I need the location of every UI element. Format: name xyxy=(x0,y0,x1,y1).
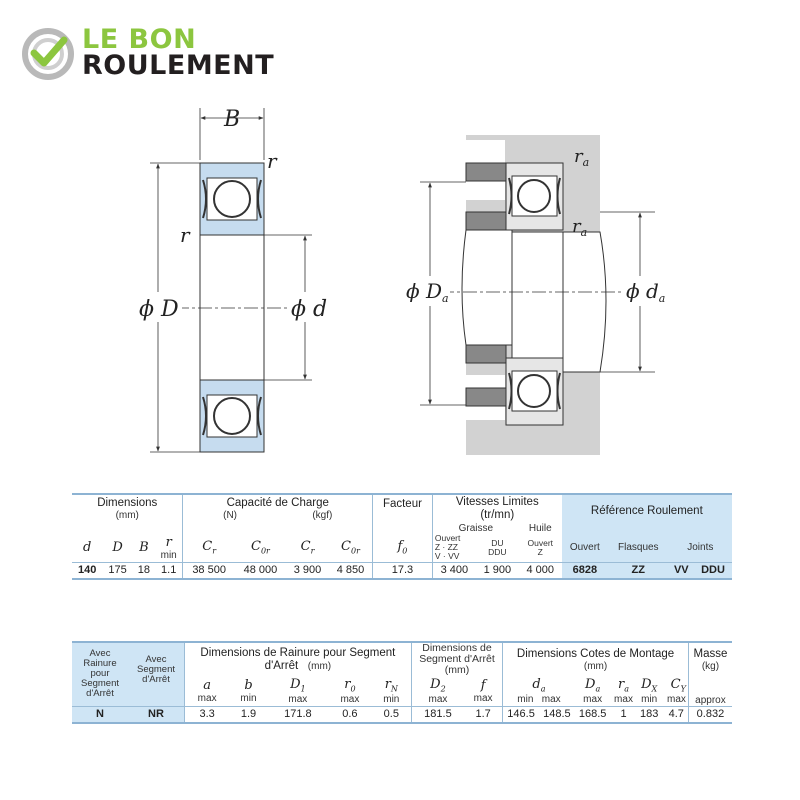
sym-a: a max xyxy=(185,676,230,706)
mounting-section-right xyxy=(420,135,655,455)
cell-d: 140 xyxy=(72,562,102,579)
masse-header: Masse (kg) xyxy=(688,642,732,676)
cell-DX: 183 xyxy=(636,706,661,723)
sym-DX: $D_X$ min xyxy=(641,676,658,705)
montage-header: Dimensions Cotes de Montage (mm) xyxy=(503,642,689,676)
cell-r0: 0.6 xyxy=(328,706,372,723)
dim-phid-label: ϕ d xyxy=(291,297,328,322)
cell-da-min: 146.5 xyxy=(503,706,539,723)
sym-B: B xyxy=(139,540,149,556)
oil-label: Ouvert Z xyxy=(527,537,554,557)
brand-line1: LE BON xyxy=(82,24,197,55)
reference-header: Référence Roulement xyxy=(562,494,732,534)
table-row xyxy=(72,562,732,579)
dim-B-label: B xyxy=(224,107,241,132)
cell-rN: 0.5 xyxy=(372,706,412,723)
cell-b: 1.9 xyxy=(229,706,267,723)
cell-ref-open: 6828 xyxy=(562,562,608,579)
cell-oil: 4 000 xyxy=(519,562,562,579)
cell-C0r: 48 000 xyxy=(235,562,286,579)
cell-ref-zz: ZZ xyxy=(608,562,669,579)
grease-open-label: Ouvert Z · ZZ V · VV xyxy=(432,534,476,562)
sym-f0: $f_0$ xyxy=(373,534,433,562)
sym-Cr: $C_r$ xyxy=(183,534,235,562)
avec-rainure-header: Avec Rainure pour Segment d'Arrêt xyxy=(72,642,128,706)
huile-label: Huile xyxy=(528,523,552,534)
sym-f: f max xyxy=(473,677,493,704)
cell-D1: 171.8 xyxy=(268,706,328,723)
sym-C0r-kgf: $C_{0r}$ xyxy=(341,539,360,557)
cell-N: N xyxy=(72,706,128,723)
dim-ra-top-label: $r_a$ xyxy=(574,146,590,169)
bearing-spec-table xyxy=(72,493,732,580)
dim-phiD-label: ϕ D xyxy=(139,297,179,322)
cell-f: 1.7 xyxy=(464,706,503,723)
sym-D2: $D_2$ max xyxy=(411,676,464,706)
graisse-label: Graisse xyxy=(432,523,518,534)
brand-line2: ROULEMENT xyxy=(82,50,275,81)
sym-ra: $r_a$ max xyxy=(614,676,633,705)
dim-ra-mid-label: $r_a$ xyxy=(572,216,588,239)
cell-Cr: 38 500 xyxy=(183,562,235,579)
cell-B: 18 xyxy=(133,562,155,579)
cell-r: 1.1 xyxy=(155,562,183,579)
cell-a: 3.3 xyxy=(185,706,230,723)
cell-D2: 181.5 xyxy=(411,706,464,723)
cell-da-max: 148.5 xyxy=(539,706,575,723)
dim-phida-label: ϕ $d_a$ xyxy=(626,279,666,305)
cell-CY: 4.7 xyxy=(662,706,689,723)
table-row xyxy=(72,706,732,723)
ref-joints-label: Joints xyxy=(669,534,732,562)
dim-phiDa-label: ϕ $D_a$ xyxy=(406,279,449,305)
sym-C0r: $C_{0r}$ xyxy=(251,539,270,557)
ref-flasques-label: Flasques xyxy=(608,534,669,562)
cell-Da: 168.5 xyxy=(575,706,611,723)
capacity-header: Capacité de Charge (N) (kgf) xyxy=(183,494,373,523)
rainure-header: Dimensions de Rainure pour Segment d'Arrêt (mm) xyxy=(185,642,412,676)
sym-Da: $D_a$ max xyxy=(583,676,603,705)
cell-ref-vv: VV xyxy=(669,562,694,579)
sym-b: b min xyxy=(240,677,257,704)
snap-ring-table xyxy=(72,641,732,724)
sym-Cr-kgf: $C_r$ xyxy=(300,539,315,557)
dim-r-left-label: r xyxy=(180,223,190,247)
dim-r-top-label: r xyxy=(267,149,277,173)
cell-Cr-kgf: 3 900 xyxy=(286,562,329,579)
facteur-header: Facteur xyxy=(373,494,433,523)
sym-da: $d_a$ min max xyxy=(503,676,575,706)
cell-C0r-kgf: 4 850 xyxy=(329,562,373,579)
sym-rN: $r_N$ min xyxy=(383,676,400,705)
cell-f0: 17.3 xyxy=(373,562,433,579)
vitesses-header: Vitesses Limites (tr/mn) xyxy=(432,494,561,523)
cell-grease-open: 3 400 xyxy=(432,562,476,579)
cell-ra: 1 xyxy=(611,706,637,723)
sym-D1: $D_1$ max xyxy=(288,676,308,705)
segment-header: Dimensions de Segment d'Arrêt (mm) xyxy=(411,642,502,676)
ref-open-label: Ouvert xyxy=(562,534,608,562)
cell-mass: 0.832 xyxy=(688,706,732,723)
sym-r: r min xyxy=(160,534,177,561)
approx-label: approx xyxy=(688,676,732,706)
cell-NR: NR xyxy=(128,706,185,723)
sym-r0: $r_0$ max xyxy=(340,676,360,705)
sym-d: d xyxy=(83,540,92,556)
cell-ref-ddu: DDU xyxy=(694,562,732,579)
cell-grease-du: 1 900 xyxy=(476,562,519,579)
cell-D: 175 xyxy=(102,562,132,579)
bearing-section-left xyxy=(150,108,312,452)
grease-du-label: DU DDU xyxy=(488,537,507,557)
sym-CY: $C_Y$ max xyxy=(666,676,686,705)
avec-segment-header: Avec Segment d'Arrêt xyxy=(128,642,185,706)
dimensions-header: Dimensions (mm) xyxy=(97,497,158,521)
sym-D: D xyxy=(112,540,123,556)
